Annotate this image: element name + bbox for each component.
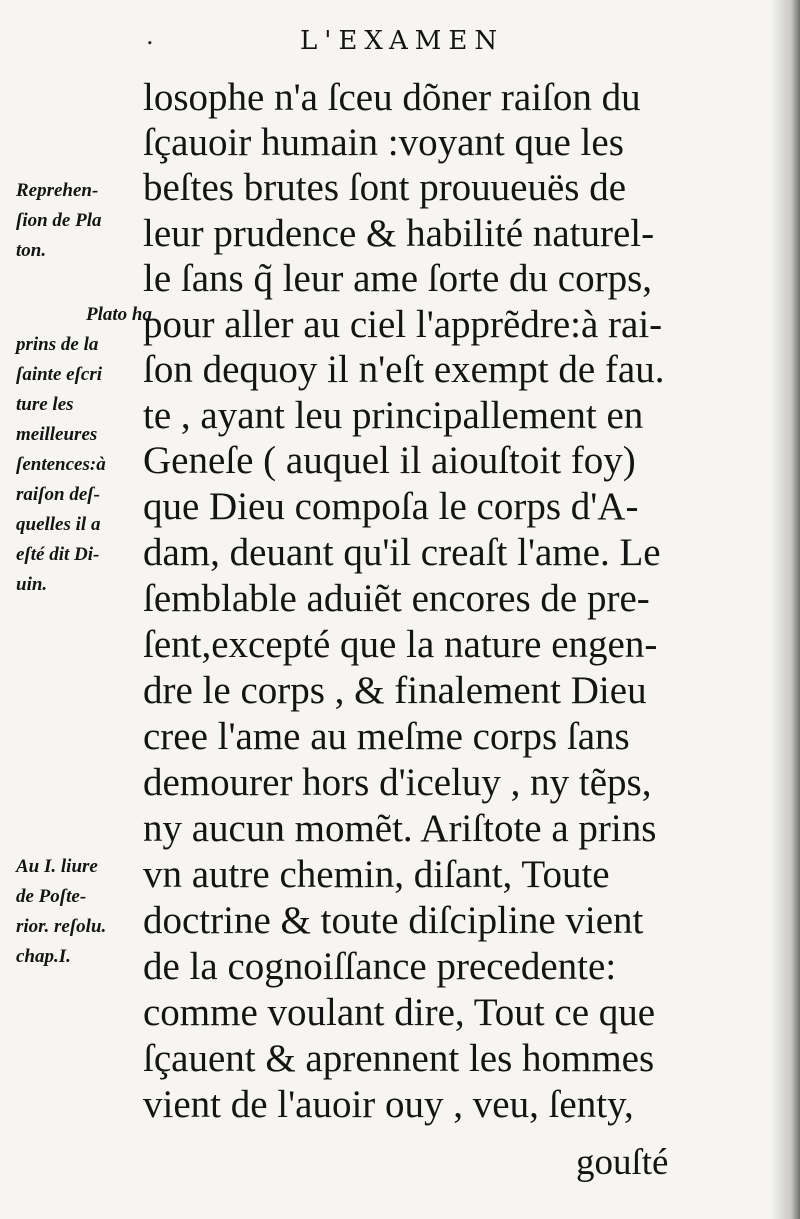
body-text-line: dre le corps , & finalement Dieu	[143, 669, 647, 712]
margin-note-line: uin.	[16, 574, 48, 595]
body-text-line: cree l'ame au meſme corps ſans	[143, 715, 630, 758]
body-text-line: ſemblable aduiẽt encores de pre-	[143, 577, 650, 620]
body-text-line: ſçauent & aprennent les hommes	[143, 1037, 655, 1080]
body-text-line: le ſans q̃ leur ame ſorte du corps,	[143, 257, 652, 300]
running-title: L'EXAMEN	[300, 26, 505, 56]
margin-note-line: rior. reſolu.	[16, 916, 107, 937]
catchword: gouſté	[576, 1142, 669, 1183]
body-text-line: demourer hors d'iceluy , ny tẽps,	[143, 761, 652, 804]
margin-note-aristotle	[16, 852, 156, 972]
body-text-line: te , ayant leu principallement en	[143, 394, 644, 437]
body-text-line: leur prudence & habilité naturel-	[143, 212, 655, 255]
margin-note-line: ſainte eſcri	[16, 364, 103, 385]
body-text-line: ſçauoir humain :voyant que les	[143, 121, 624, 164]
body-text-line: ſent,excepté que la nature engen-	[143, 623, 658, 666]
margin-note-line: Au I. liure	[16, 856, 98, 877]
body-text-line: dam, deuant qu'il creaſt l'ame. Le	[143, 531, 661, 574]
margin-note-line: quelles il a	[16, 514, 101, 535]
margin-note-line: ton.	[16, 240, 47, 261]
margin-note-line: ſion de Pla	[16, 210, 102, 231]
gutter-shadow	[770, 0, 800, 1219]
margin-note-plato	[16, 300, 156, 600]
body-text-line: que Dieu compoſa le corps d'A-	[143, 485, 639, 528]
body-text-line: losophe n'a ſceu dõner raiſon du	[143, 76, 641, 119]
header-dot: .	[146, 22, 154, 50]
margin-note-line: prins de la	[16, 334, 99, 355]
margin-note-line: ture les	[16, 394, 74, 415]
body-text-line: doctrine & toute diſcipline vient	[143, 899, 644, 942]
body-text-line: pour aller au ciel l'apprẽdre:à rai-	[143, 303, 663, 346]
body-text-line: vn autre chemin, diſant, Toute	[143, 853, 610, 896]
body-text-line: Geneſe ( auquel il aiouſtoit foy)	[143, 439, 636, 482]
body-text-line: ny aucun momẽt. Ariſtote a prins	[143, 807, 657, 850]
margin-note-line: ſentences:à	[16, 454, 106, 475]
body-text-line: ſon dequoy il n'eſt exempt de fau.	[143, 348, 665, 391]
margin-note-line: raiſon deſ-	[16, 484, 100, 505]
margin-note-line: Reprehen-	[16, 180, 99, 201]
margin-note-line: meilleures	[16, 424, 98, 445]
margin-note-reprehension	[16, 176, 156, 266]
body-text-line: beſtes brutes ſont prouueuës de	[143, 166, 627, 209]
body-text-line: vient de l'auoir ouy , veu, ſenty,	[143, 1083, 634, 1126]
margin-note-line: eſté dit Di-	[16, 544, 100, 565]
body-text-line: de la cognoiſſance precedente:	[143, 945, 617, 988]
margin-note-line: de Poſte-	[16, 886, 87, 907]
margin-note-line: Plato ha	[86, 304, 152, 325]
body-text-line: comme voulant dire, Tout ce que	[143, 991, 656, 1034]
margin-note-line: chap.I.	[16, 946, 71, 967]
